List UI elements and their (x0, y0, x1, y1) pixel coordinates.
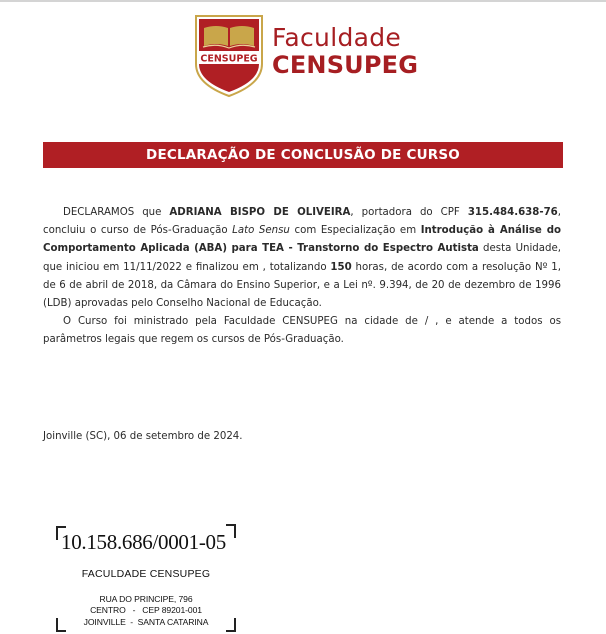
stamp-address-city: JOINVILLE - SANTA CATARINA (83, 617, 209, 627)
declaration-body (43, 204, 561, 350)
stamp-cnpj: 10.158.686/0001-05 (61, 530, 226, 554)
text: desta Unidade, que iniciou em 11/11/2022 e finalizou em , totalizando (43, 243, 561, 273)
course-hours: 150 (330, 261, 352, 273)
institution-stamp (56, 524, 236, 632)
brand-line-censupeg: CENSUPEG (272, 51, 419, 79)
course-name: Introdução à Análise do Comportamento Aplicada (ABA) para TEA - Transtorno do Espectro Autista (43, 225, 561, 255)
student-cpf: 315.484.638-76 (467, 207, 558, 218)
ministry-paragraph: O Curso foi ministrado pela Faculdade CENSUPEG na cidade de / , e atende a todos os parâmetros legais que regem os cursos de Pós-Graduação. (43, 316, 561, 346)
declaration-paragraph (43, 204, 561, 313)
text: horas, de acordo com a resolução Nº 1, de 6 de abril de 2018, da Câmara do Ensino Superior, e a Lei nº. 9.394, de 20 de dezembro de 1996 (LDB) aprovadas pelo Conselho Nacional de Educação. (43, 261, 561, 310)
stamp-corner (226, 524, 236, 538)
svg-text:CENSUPEG: CENSUPEG (200, 53, 258, 65)
text: , concluiu o curso de Pós-Graduação (43, 207, 562, 237)
censupeg-logo (194, 14, 424, 100)
shield-book-icon (194, 14, 264, 98)
document-title: DECLARAÇÃO DE CONCLUSÃO DE CURSO (43, 142, 563, 168)
lato-sensu: Lato Sensu (232, 225, 290, 237)
student-name: ADRIANA BISPO DE OLIVEIRA (169, 207, 351, 218)
text: com Especialização em (289, 225, 421, 237)
stamp-address-district: CENTRO - CEP 89201-001 (90, 605, 202, 615)
brand-name (272, 24, 418, 78)
date-location: Joinville (SC), 06 de setembro de 2024. (43, 431, 243, 442)
top-border (0, 0, 606, 2)
text: , portadora do CPF (350, 207, 468, 218)
brand-line-faculdade: Faculdade (272, 23, 402, 52)
stamp-address-street: RUA DO PRINCIPE, 796 (99, 594, 193, 604)
stamp-institution-name: FACULDADE CENSUPEG (81, 568, 211, 580)
text: DECLARAMOS que (63, 207, 170, 218)
